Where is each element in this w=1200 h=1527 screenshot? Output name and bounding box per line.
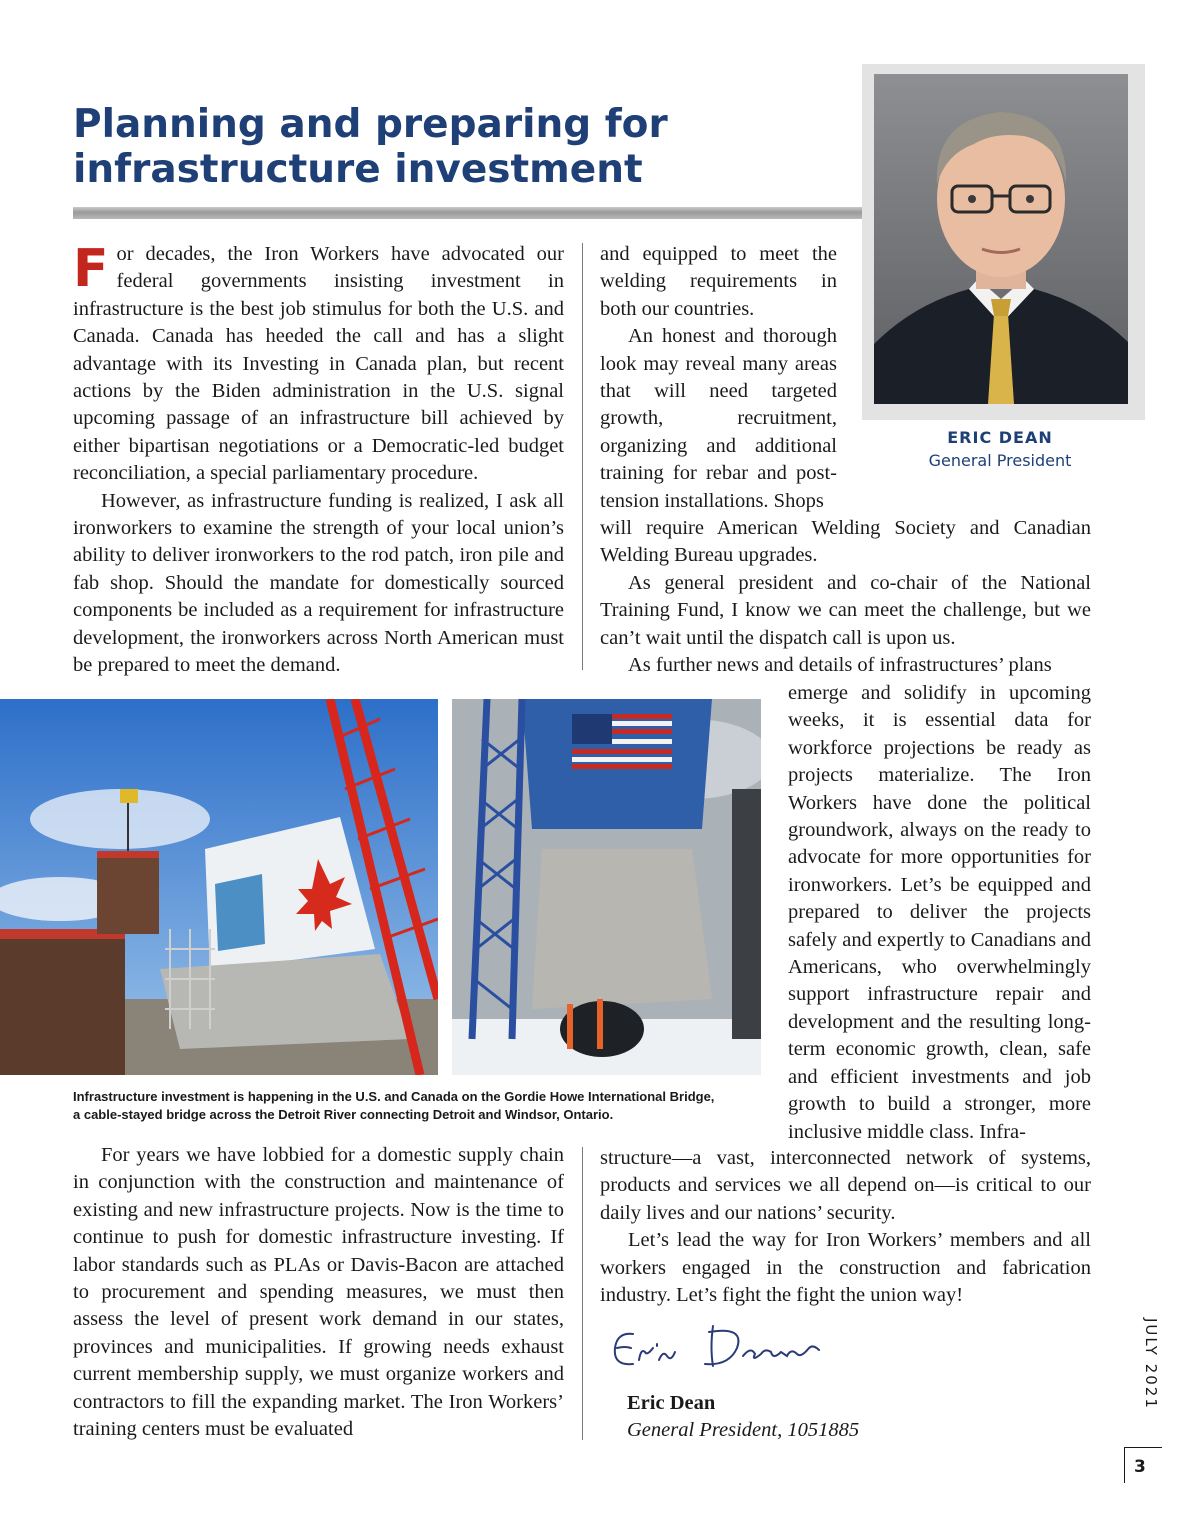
- photo-us-tower: [452, 699, 761, 1075]
- paragraph: structure—a vast, interconnected network of systems, products and services we all depend on—is critical to our daily lives and our nations’ security.: [600, 1147, 1091, 1224]
- issue-date: JULY 2021: [1142, 1318, 1160, 1410]
- page-number: 3: [1134, 1457, 1146, 1477]
- paragraph: However, as infrastructure funding is realized, I ask all ironworkers to examine the strength of your local union’s ability to deliver ironworkers to the rod patch, iron pile and fab shop. Should the mandate for domestically sourced components be included as a requirement for infrastructure development, the ironworkers across North American must be prepared to meet the demand.: [73, 489, 564, 677]
- paragraph: For years we have lobbied for a domestic supply chain in conjunction with the construction and maintenance of existing and new infrastructure projects. Now is the time to continue to push for domestic infrastructure investing. If labor standards such as PLAs or Davis-Bacon are attached to procurement and spending measures, we must then assess the level of present work demand in our states, provinces and municipalities. If growing needs exhaust current membership supply, we must organize workers and contractors to fill the expanding market. The Iron Workers’ training centers must be evaluated: [73, 1144, 564, 1441]
- paragraph: An honest and thorough look may reveal many areas that will need targeted growth, recruitment, organizing and additional training for rebar and post-tension installations. Shops: [600, 325, 837, 512]
- column-divider: [582, 243, 583, 670]
- handwritten-signature: [605, 1318, 835, 1378]
- article-title: [73, 102, 873, 192]
- title-line-2: infrastructure investment: [73, 147, 643, 192]
- page-number-rule-vertical: [1124, 1447, 1125, 1483]
- column-left-top: [73, 241, 564, 680]
- drop-cap: F: [73, 239, 109, 299]
- author-portrait: [874, 74, 1128, 404]
- title-rule: [73, 207, 873, 219]
- paragraph: For decades, the Iron Workers have advocated our federal governments insisting investment in infrastructure is the best job stimulus for both the U.S. and Canada. Canada has heeded the call and has a slight advantage with its Investing in Canada plan, but recent actions by the Biden administration in the U.S. signal upcoming passage of an infrastructure bill achieved by either bipartisan negotiations or a Democratic-led budget reconciliation, a special parliamentary procedure.: [73, 239, 564, 485]
- paragraph: and equipped to meet the welding requirements in both our countries.: [600, 243, 837, 320]
- paragraph: Let’s lead the way for Iron Workers’ members and all workers engaged in the construction and fabrication industry. Let’s fight the fight the union way!: [600, 1229, 1091, 1307]
- photo-caption: Infrastructure investment is happening in the U.S. and Canada on the Gordie Howe International Bridge, a cable-stayed bridge across the Detroit River connecting Detroit and Windsor, Ontario.: [73, 1089, 715, 1122]
- title-line-1: Planning and preparing for: [73, 102, 668, 147]
- column-left-bottom: [73, 1142, 564, 1443]
- author-name-label: ERIC DEAN: [947, 428, 1053, 447]
- paragraph: As general president and co-chair of the National Training Fund, I know we can meet the challenge, but we can’t wait until the dispatch call is upon us.: [600, 571, 1091, 649]
- paragraph: As further news and details of infrastructures’ plans: [628, 654, 1052, 677]
- column-divider: [582, 1147, 583, 1440]
- author-role-label: General President: [928, 451, 1072, 470]
- page-number-rule: [1124, 1447, 1162, 1448]
- paragraph: will require American Welding Society and Canadian Welding Bureau upgrades.: [600, 517, 1091, 567]
- signoff-name: Eric Dean: [627, 1392, 716, 1414]
- column-right-narrow: [788, 680, 1091, 1146]
- signoff-title: General President, 1051885: [627, 1419, 860, 1441]
- column-right-wide: [600, 515, 1091, 679]
- column-right-bottom: [600, 1145, 1091, 1309]
- column-right-top: [600, 241, 837, 515]
- photo-canadian-tower: [0, 699, 438, 1075]
- paragraph: emerge and solidify in upcoming weeks, it is essential data for workforce projections be ready as projects materialize. The Iron Workers have done the political groundwork, always on the ready to advocate for more opportunities for ironworkers. Let’s be equipped and prepared to deliver the projects safely and expertly to Canadians and Americans, who overwhelmingly support infrastructure repair and development and the resulting long-term economic growth, clean, safe and efficient investments and job growth to build a stronger, more inclusive middle class. Infra-: [788, 682, 1091, 1143]
